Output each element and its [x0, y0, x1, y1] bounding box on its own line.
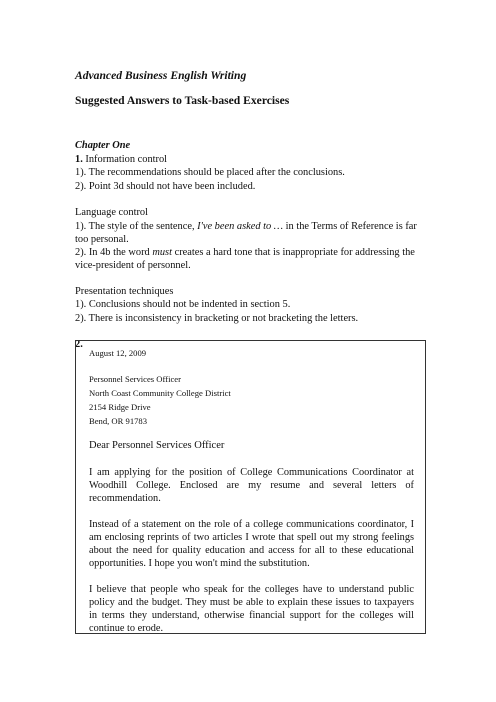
presentation-heading: Presentation techniques: [75, 286, 174, 297]
letter-recipient: Personnel Services Officer: [89, 374, 181, 384]
info-control-item-2: 2). Point 3d should not have been included.: [75, 181, 256, 192]
letter-paragraph-1: I am applying for the position of College Communications Coordinator at Woodhill College. Enclosed are my resume and several letters of recommendation.: [89, 467, 414, 504]
document-title: Advanced Business English Writing: [75, 69, 247, 82]
chapter-heading: Chapter One: [75, 140, 131, 151]
lc-item2-prefix: 2). In 4b the word: [75, 247, 153, 258]
letter-street: 2154 Ridge Drive: [89, 402, 151, 412]
letter-org: North Coast Community College District: [89, 388, 231, 398]
lc-item1-italic: I've been asked to …: [197, 221, 284, 232]
language-control-item-1: [75, 220, 425, 246]
lc-item2-italic: must: [152, 247, 172, 258]
presentation-item-1: 1). Conclusions should not be indented in section 5.: [75, 299, 291, 310]
presentation-item-2: 2). There is inconsistency in bracketing or not bracketing the letters.: [75, 313, 359, 324]
lc-item1-prefix: 1). The style of the sentence,: [75, 221, 198, 232]
section1-number: 1.: [75, 154, 83, 165]
document-subtitle: Suggested Answers to Task-based Exercises: [75, 94, 290, 107]
sample-letter-box: [75, 340, 426, 634]
section1-title: Information control: [85, 154, 168, 165]
info-control-item-1: 1). The recommendations should be placed after the conclusions.: [75, 167, 345, 178]
lc-item2-suffix: creates a hard tone that is inappropriate for addressing the vice-president of personnel.: [75, 247, 415, 271]
section1-heading: [75, 153, 167, 166]
letter-city: Bend, OR 91783: [89, 416, 148, 426]
lc-item1-suffix: in the Terms of Reference is far too personal.: [75, 221, 417, 245]
letter-salutation: Dear Personnel Services Officer: [89, 440, 225, 451]
language-control-heading: Language control: [75, 207, 148, 218]
letter-paragraph-3: I believe that people who speak for the colleges have to understand public policy and the budget. They must be able to explain these issues to taxpayers in terms they understand, otherwise financial support for the colleges will continue to erode.: [89, 584, 414, 634]
letter-paragraph-2: Instead of a statement on the role of a college communications coordinator, I am enclosing reprints of two articles I wrote that spell out my strong feelings about the need for quality education and access for all to these educational opportunities. I hope you won't mind the substitution.: [89, 519, 414, 569]
section2-number: 2.: [75, 339, 83, 350]
language-control-item-2: [75, 246, 425, 272]
letter-date: August 12, 2009: [89, 348, 147, 358]
